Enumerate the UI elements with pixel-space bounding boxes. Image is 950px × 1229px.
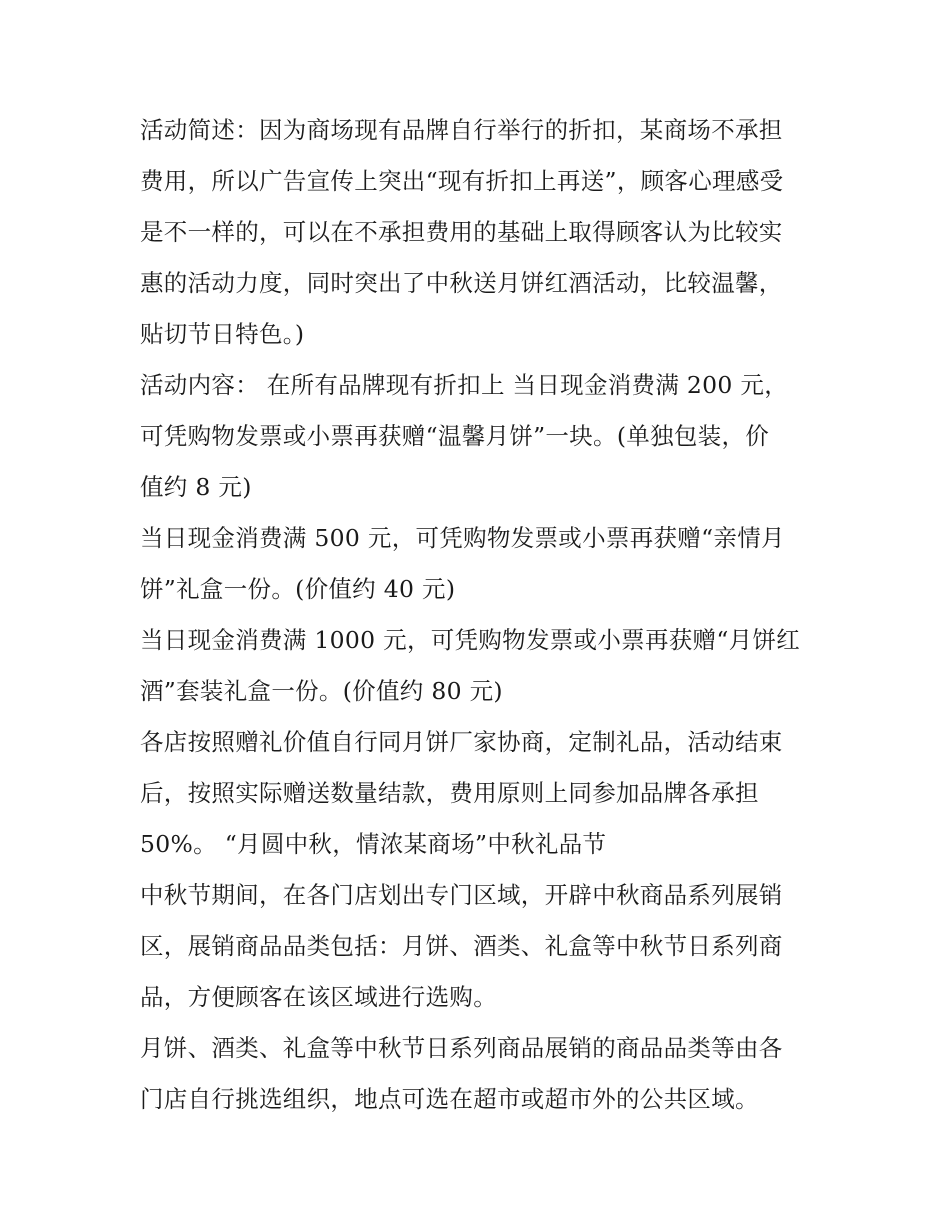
paragraph-tier-1000 xyxy=(140,615,820,717)
paragraph-settlement xyxy=(140,717,820,870)
text-line: 门店自行挑选组织，地点可选在超市或超市外的公共区域。 xyxy=(140,1085,759,1113)
paragraph-activity-summary xyxy=(140,105,820,360)
text-line: 费用，所以广告宣传上突出“现有折扣上再送”，顾客心理感受 xyxy=(140,167,784,195)
text-line: 活动内容： 在所有品牌现有折扣上 当日现金消费满 200 元， xyxy=(140,371,789,399)
text-line: 月饼、酒类、礼盒等中秋节日系列商品展销的商品品类等由各 xyxy=(140,1034,783,1062)
paragraph-product-selection xyxy=(140,1023,820,1125)
text-line: 酒”套装礼盒一份。(价值约 80 元) xyxy=(140,677,503,705)
text-line: 区，展销商品品类包括：月饼、酒类、礼盒等中秋节日系列商 xyxy=(140,932,783,960)
paragraph-exhibition-area xyxy=(140,870,820,1023)
text-line: 中秋节期间，在各门店划出专门区域，开辟中秋商品系列展销 xyxy=(140,881,783,909)
paragraph-tier-500 xyxy=(140,513,820,615)
text-line: 值约 8 元) xyxy=(140,473,252,501)
text-line: 当日现金消费满 500 元，可凭购物发票或小票再获赠“亲情月 xyxy=(140,524,785,552)
text-line: 可凭购物发票或小票再获赠“温馨月饼”一块。(单独包装，价 xyxy=(140,422,770,450)
text-line: 各店按照赠礼价值自行同月饼厂家协商，定制礼品，活动结束 xyxy=(140,728,783,756)
text-line: 贴切节日特色。) xyxy=(140,320,305,348)
document-body xyxy=(140,105,820,1125)
paragraph-activity-content xyxy=(140,360,820,513)
text-line: 惠的活动力度，同时突出了中秋送月饼红酒活动，比较温馨， xyxy=(140,269,783,297)
text-line: 后，按照实际赠送数量结款，费用原则上同参加品牌各承担 xyxy=(140,779,759,807)
text-line: 是不一样的，可以在不承担费用的基础上取得顾客认为比较实 xyxy=(140,218,783,246)
text-line: 品，方便顾客在该区域进行选购。 xyxy=(140,983,497,1011)
text-line: 活动简述：因为商场现有品牌自行举行的折扣，某商场不承担 xyxy=(140,116,783,144)
text-line: 50%。 “月圆中秋，情浓某商场”中秋礼品节 xyxy=(140,830,607,858)
text-line: 饼”礼盒一份。(价值约 40 元) xyxy=(140,575,456,603)
text-line: 当日现金消费满 1000 元，可凭购物发票或小票再获赠“月饼红 xyxy=(140,626,801,654)
